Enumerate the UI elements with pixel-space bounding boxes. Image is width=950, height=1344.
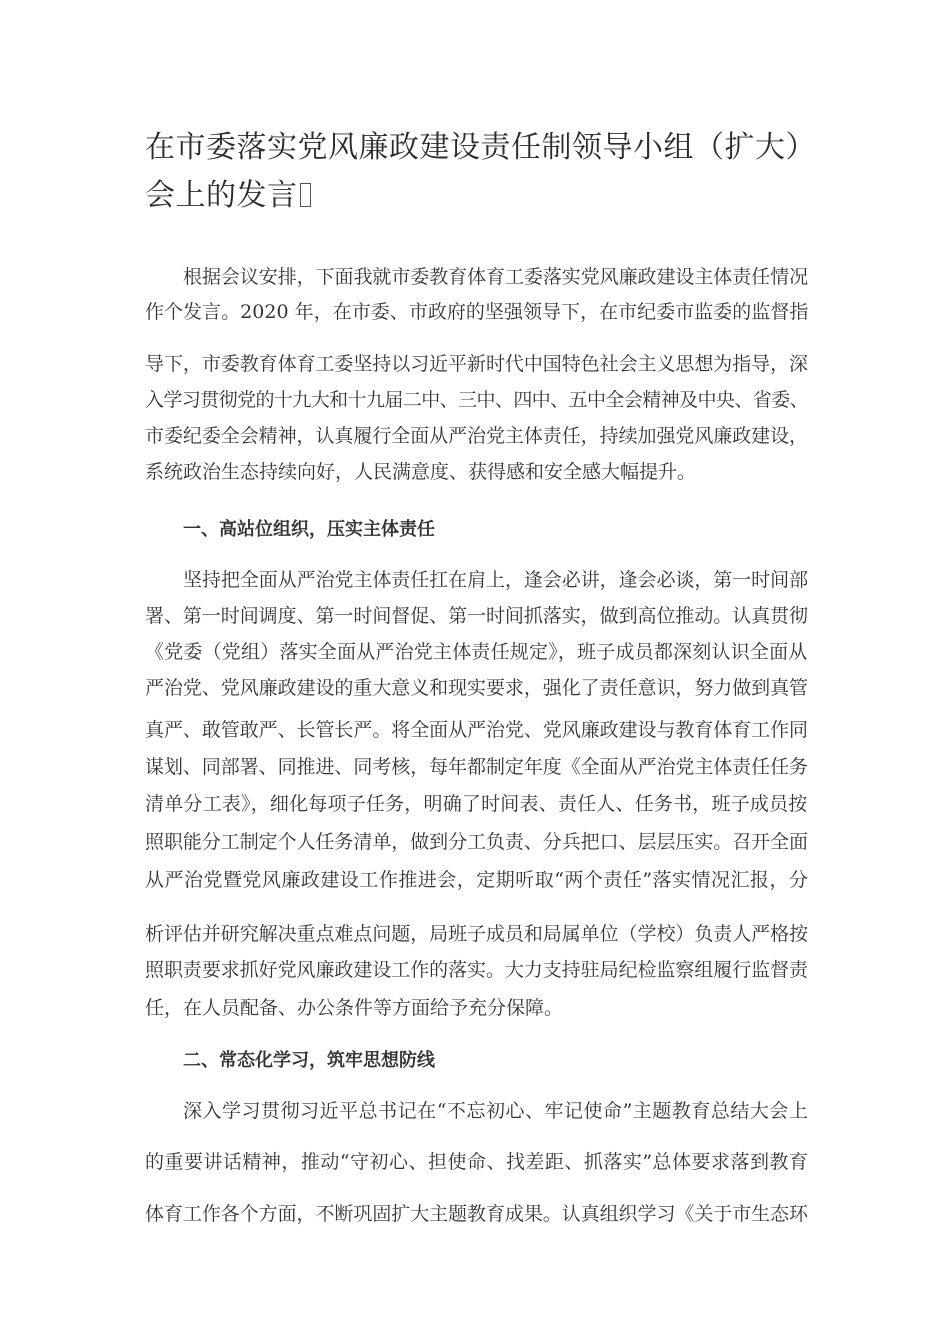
paragraph-1-line-6: 系统政治生态持续向好，人民满意度、获得感和安全感大幅提升。 xyxy=(145,461,697,483)
paragraph-3-line-3: 体育工作各个方面，不断巩固扩大主题教育成果。认真组织学习《关于市生态环 xyxy=(145,1203,809,1225)
paragraph-3-line-1: 深入学习贯彻习近平总书记在“不忘初心、牢记使命”主题教育总结大会上 xyxy=(183,1100,809,1122)
paragraph-2-line-4: 严治党、党风廉政建设的重大意义和现实要求，强化了责任意识，努力做到真管 xyxy=(145,677,809,699)
paragraph-2-line-7: 清单分工表》，细化每项子任务，明确了时间表、责任人、任务书，班子成员按 xyxy=(145,793,808,815)
paragraph-2-line-2: 署、第一时间调度、第一时间督促、第一时间抓落实，做到高位推动。认真贯彻 xyxy=(145,605,809,627)
document-title xyxy=(145,124,815,220)
paragraph-2-line-9: 从严治党暨党风廉政建设工作推进会，定期听取“两个责任”落实情况汇报，分 xyxy=(145,869,809,891)
paragraph-2-line-8: 照职能分工制定个人任务清单，做到分工负责、分兵把口、层层压实。召开全面 xyxy=(145,831,809,853)
paragraph-2-line-11: 照职责要求抓好党风廉政建设工作的落实。大力支持驻局纪检监察组履行监督责 xyxy=(145,959,809,981)
section-heading-1: 一、高站位组织，压实主体责任 xyxy=(183,519,435,540)
section-heading-2: 二、常态化学习，筑牢思想防线 xyxy=(183,1050,435,1071)
paragraph-2-line-6: 谋划、同部署、同推进、同考核，每年都制定年度《全面从严治党主体责任任务 xyxy=(145,756,809,778)
document-title-text: 在市委落实党风廉政建设责任制领导小组（扩大）会上的发言 xyxy=(145,130,801,213)
paragraph-2-line-12: 任，在人员配备、办公条件等方面给予充分保障。 xyxy=(145,997,564,1019)
paragraph-2-line-1: 坚持把全面从严治党主体责任扛在肩上，逢会必讲，逢会必谈，第一时间部 xyxy=(183,569,809,591)
paragraph-1-line-2: 作个发言。2020 年，在市委、市政府的坚强领导下，在市纪委市监委的监督指 xyxy=(145,301,809,323)
paragraph-2-line-10: 析评估并研究解决重点难点问题，局班子成员和局属单位（学校）负责人严格按 xyxy=(145,923,809,945)
paragraph-2-line-5: 真严、敢管敢严、长管长严。将全面从严治党、党风廉政建设与教育体育工作同 xyxy=(145,719,809,741)
paragraph-2-line-3: 《党委（党组）落实全面从严治党主体责任规定》，班子成员都深刻认识全面从 xyxy=(145,641,808,663)
paragraph-1-line-4: 入学习贯彻党的十九大和十九届二中、三中、四中、五中全会精神及中央、省委、 xyxy=(145,389,809,411)
paragraph-1-line-3: 导下，市委教育体育工委坚持以习近平新时代中国特色社会主义思想为指导，深 xyxy=(145,353,809,375)
paragraph-3-line-2: 的重要讲话精神，推动“守初心、担使命、找差距、抓落实”总体要求落到教育 xyxy=(145,1151,809,1173)
paragraph-1-line-1: 根据会议安排，下面我就市委教育体育工委落实党风廉政建设主体责任情况 xyxy=(183,266,809,288)
paragraph-1-line-5: 市委纪委全会精神，认真履行全面从严治党主体责任，持续加强党风廉政建设， xyxy=(145,425,809,447)
missing-glyph-box xyxy=(300,183,311,207)
